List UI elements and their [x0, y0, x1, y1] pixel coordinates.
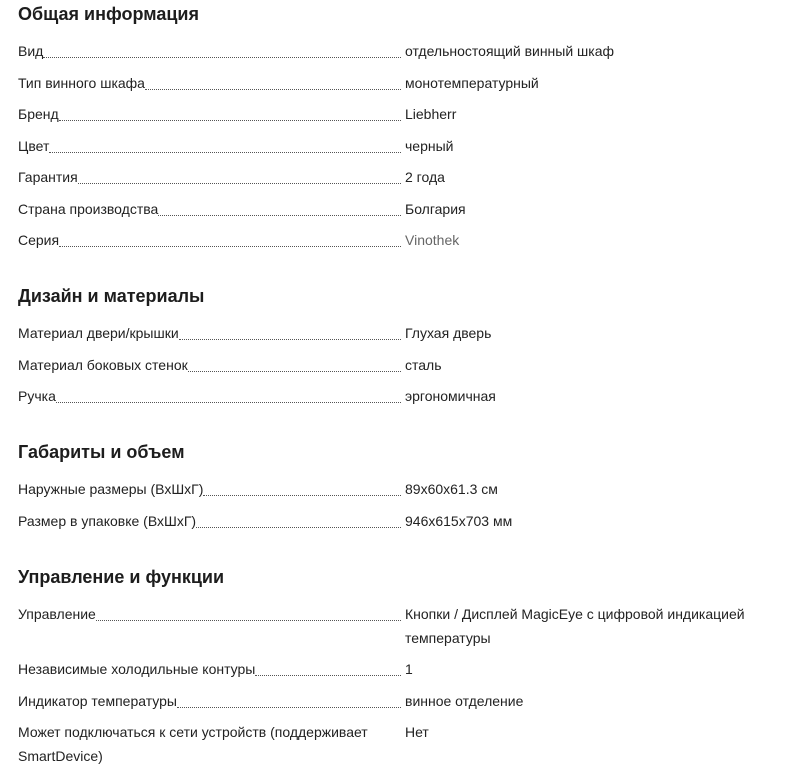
spec-label: Управление	[18, 602, 96, 626]
spec-label: Тип винного шкафа	[18, 71, 145, 95]
spec-value: 89x60x61.3 см	[401, 477, 788, 501]
product-specs	[18, 0, 788, 768]
spec-row	[18, 720, 788, 768]
spec-value: винное отделение	[401, 689, 788, 713]
spec-row	[18, 509, 788, 533]
section-dimensions	[18, 438, 788, 533]
dotted-leader	[188, 371, 401, 372]
dotted-leader	[59, 120, 401, 121]
section-title: Дизайн и материалы	[18, 282, 788, 308]
spec-label: Материал боковых стенок	[18, 353, 188, 377]
spec-row	[18, 657, 788, 681]
dotted-leader	[158, 215, 401, 216]
section-general-info	[18, 0, 788, 252]
dotted-leader	[196, 527, 401, 528]
spec-row	[18, 384, 788, 408]
section-design-materials	[18, 282, 788, 408]
spec-value: монотемпературный	[401, 71, 788, 95]
spec-label: Вид	[18, 39, 43, 63]
dotted-leader	[145, 89, 401, 90]
spec-label: Цвет	[18, 134, 49, 158]
spec-value: отдельностоящий винный шкаф	[401, 39, 788, 63]
series-link[interactable]: Vinothek	[401, 228, 788, 252]
spec-label: Независимые холодильные контуры	[18, 657, 255, 681]
spec-value: Кнопки / Дисплей MagicEye с цифровой индикацией температуры	[401, 602, 788, 650]
spec-label: Может подключаться к сети устройств (поддерживает SmartDevice)	[18, 724, 368, 764]
spec-label: Размер в упаковке (ВхШхГ)	[18, 509, 196, 533]
spec-row	[18, 228, 788, 252]
spec-label: Бренд	[18, 102, 59, 126]
spec-label: Серия	[18, 228, 59, 252]
dotted-leader	[49, 152, 401, 153]
spec-value: сталь	[401, 353, 788, 377]
dotted-leader	[255, 675, 401, 676]
spec-row	[18, 353, 788, 377]
spec-label: Страна производства	[18, 197, 158, 221]
spec-value: черный	[401, 134, 788, 158]
spec-row	[18, 71, 788, 95]
dotted-leader	[203, 495, 401, 496]
spec-row	[18, 689, 788, 713]
spec-label: Наружные размеры (ВхШхГ)	[18, 477, 203, 501]
spec-label: Ручка	[18, 384, 56, 408]
spec-label: Индикатор температуры	[18, 689, 177, 713]
spec-value: 946x615x703 мм	[401, 509, 788, 533]
section-title: Габариты и объем	[18, 438, 788, 464]
spec-row	[18, 39, 788, 63]
spec-value: 1	[401, 657, 788, 681]
spec-row	[18, 197, 788, 221]
spec-value: Глухая дверь	[401, 321, 788, 345]
dotted-leader	[179, 339, 401, 340]
spec-row	[18, 602, 788, 650]
spec-value: 2 года	[401, 165, 788, 189]
spec-label: Гарантия	[18, 165, 78, 189]
spec-value: Нет	[401, 720, 788, 744]
section-title: Управление и функции	[18, 563, 788, 589]
dotted-leader	[56, 402, 401, 403]
spec-row	[18, 321, 788, 345]
spec-value: Liebherr	[401, 102, 788, 126]
section-controls-functions	[18, 563, 788, 768]
spec-row	[18, 165, 788, 189]
spec-row	[18, 102, 788, 126]
spec-row	[18, 477, 788, 501]
spec-row	[18, 134, 788, 158]
dotted-leader	[59, 246, 401, 247]
spec-value: Болгария	[401, 197, 788, 221]
spec-value: эргономичная	[401, 384, 788, 408]
dotted-leader	[78, 183, 401, 184]
dotted-leader	[177, 707, 401, 708]
dotted-leader	[96, 620, 401, 621]
dotted-leader	[43, 57, 401, 58]
spec-label: Материал двери/крышки	[18, 321, 179, 345]
section-title: Общая информация	[18, 0, 788, 26]
